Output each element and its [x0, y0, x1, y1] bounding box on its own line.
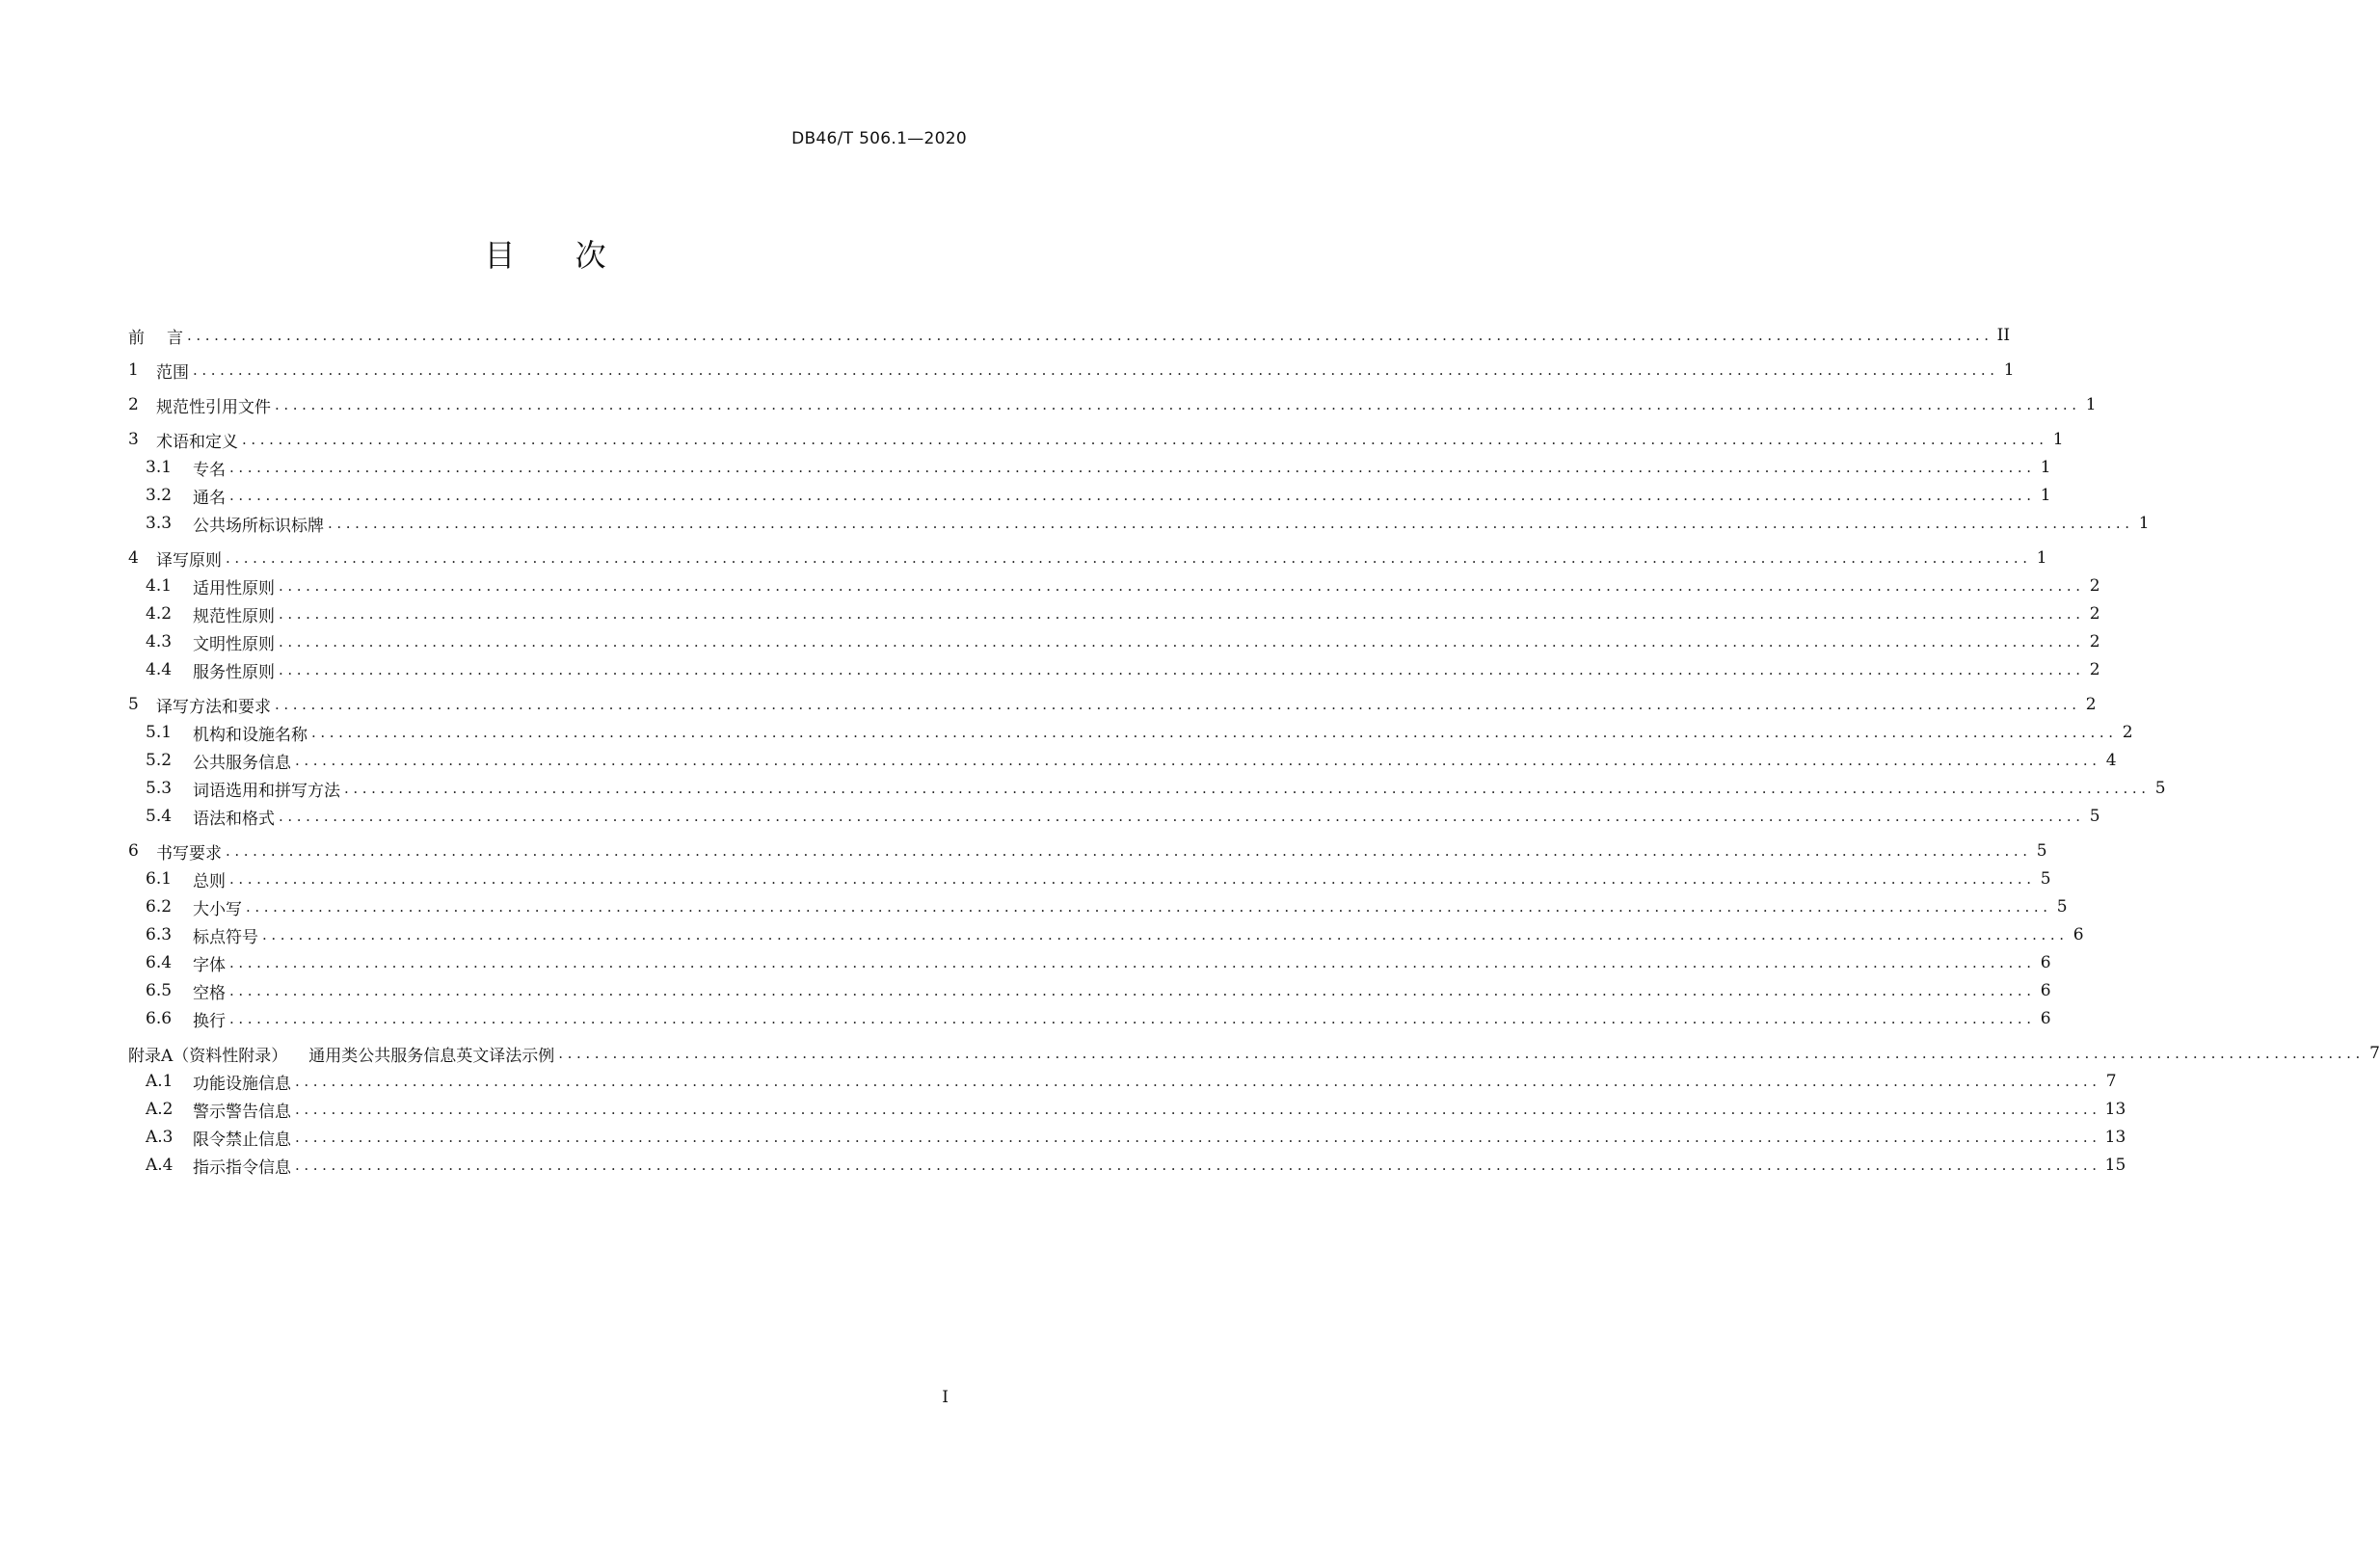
- toc-leader-dots: ........................................................................................................................................................................................................: [229, 459, 2036, 476]
- toc-leader-dots: ........................................................................................................................................................................................................: [229, 1010, 2036, 1027]
- toc-entry-page: 5: [2154, 779, 2166, 798]
- toc-entry[interactable]: [128, 1007, 2051, 1031]
- toc-entry-label: [128, 979, 226, 1003]
- toc-entry-title: 换行: [193, 1011, 226, 1031]
- toc-leader-dots: ........................................................................................................................................................................................................: [226, 549, 2032, 567]
- toc-entry-number: 5.2: [146, 751, 173, 770]
- toc-entry-label: [128, 721, 308, 745]
- toc-entry[interactable]: [128, 1154, 2126, 1178]
- toc-entry-title: 文明性原则: [193, 634, 275, 654]
- toc-entry-title: 总则: [193, 871, 226, 891]
- toc-entry[interactable]: [128, 1126, 2126, 1150]
- toc-entry-label: [128, 1007, 226, 1031]
- toc-entry-page: 2: [2089, 604, 2100, 624]
- toc-entry-number: 6.4: [146, 953, 173, 972]
- toc-entry-page: 7: [2105, 1072, 2117, 1091]
- toc-entry-number: A.4: [146, 1156, 174, 1175]
- toc-entry[interactable]: [128, 574, 2100, 598]
- toc-leader-dots: ........................................................................................................................................................................................................: [295, 752, 2101, 769]
- toc-entry-number: 5.4: [146, 807, 173, 826]
- toc-entry-label: [128, 805, 275, 829]
- toc-entry-title: 通名: [193, 488, 226, 508]
- toc-entry-number: 6.6: [146, 1009, 173, 1028]
- toc-entry-title: 公共场所标识标牌: [193, 516, 324, 536]
- toc-entry-page: 7: [2369, 1044, 2380, 1063]
- toc-leader-dots: ........................................................................................................................................................................................................: [279, 577, 2085, 595]
- page-number: I: [942, 1388, 949, 1407]
- toc-leader-dots: ........................................................................................................................................................................................................: [275, 696, 2081, 713]
- toc-leader-dots: ........................................................................................................................................................................................................: [226, 842, 2032, 860]
- toc-entry-number: A.1: [146, 1072, 174, 1091]
- toc-entry-label: [128, 630, 275, 654]
- toc-entry-page: 2: [2089, 632, 2100, 651]
- toc-leader-dots: ........................................................................................................................................................................................................: [229, 487, 2036, 504]
- toc-entry-page: 13: [2104, 1100, 2126, 1119]
- toc-entry-title: 指示指令信息: [193, 1157, 291, 1178]
- toc-leader-dots: ........................................................................................................................................................................................................: [229, 954, 2036, 971]
- toc-entry-number: 前: [128, 328, 145, 348]
- toc-entry-label: [128, 512, 324, 536]
- toc-entry-number: 1: [128, 360, 139, 380]
- toc-entry-page: 2: [2089, 660, 2100, 679]
- toc-entry-title: 公共服务信息: [193, 753, 291, 773]
- toc-entry[interactable]: [128, 456, 2051, 480]
- toc-entry-label: [128, 693, 271, 717]
- toc-entry-label: [128, 1098, 291, 1122]
- toc-entry-page: 2: [2122, 723, 2133, 742]
- toc-entry-title: 适用性原则: [193, 578, 275, 598]
- toc-leader-dots: ........................................................................................................................................................................................................: [295, 1156, 2101, 1174]
- toc-entry-title: 标点符号: [193, 927, 258, 947]
- toc-leader-dots: ........................................................................................................................................................................................................: [295, 1073, 2101, 1090]
- toc-entry[interactable]: [128, 484, 2051, 508]
- toc-entry-title: 书写要求: [156, 843, 222, 864]
- toc-leader-dots: ........................................................................................................................................................................................................: [275, 396, 2081, 413]
- toc-leader-dots: ........................................................................................................................................................................................................: [311, 724, 2118, 741]
- toc-entry-number: 6.5: [146, 981, 173, 1000]
- toc-entry[interactable]: [128, 805, 2100, 829]
- toc-entry[interactable]: [128, 324, 2011, 348]
- toc-entry[interactable]: [128, 630, 2100, 654]
- toc-leader-dots: ........................................................................................................................................................................................................: [279, 633, 2085, 651]
- toc-entry-title: 空格: [193, 983, 226, 1003]
- toc-entry[interactable]: [128, 512, 2150, 536]
- toc-entry-title: 服务性原则: [193, 662, 275, 682]
- toc-entry-title: 警示警告信息: [193, 1102, 291, 1122]
- toc-entry[interactable]: [128, 979, 2051, 1003]
- toc-entry[interactable]: [128, 428, 2064, 452]
- toc-entry-page: 15: [2104, 1156, 2126, 1175]
- toc-entry-title: 规范性引用文件: [156, 397, 271, 417]
- toc-entry-page: 4: [2105, 751, 2117, 770]
- toc-entry[interactable]: [128, 393, 2097, 417]
- toc-entry-number: 2: [128, 395, 139, 414]
- toc-entry-page: 5: [2056, 897, 2068, 917]
- toc-entry-label: [128, 359, 189, 383]
- toc-entry[interactable]: [128, 923, 2084, 947]
- toc-leader-dots: ........................................................................................................................................................................................................: [558, 1045, 2365, 1062]
- toc-entry-number: 3: [128, 430, 139, 449]
- toc-entry-page: 5: [2089, 807, 2100, 826]
- toc-leader-dots: ........................................................................................................................................................................................................: [262, 926, 2069, 944]
- toc-entry-label: [128, 1070, 291, 1094]
- toc-entry-label: [128, 428, 238, 452]
- toc-entry-label: [128, 895, 242, 919]
- toc-leader-dots: ........................................................................................................................................................................................................: [229, 982, 2036, 999]
- toc-entry-page: 1: [2036, 548, 2047, 568]
- toc-entry-number: 4.2: [146, 604, 173, 624]
- toc-entry-page: 6: [2072, 925, 2084, 944]
- toc-entry-label: [128, 324, 183, 348]
- toc-leader-dots: ........................................................................................................................................................................................................: [344, 780, 2151, 797]
- toc-entry[interactable]: [128, 867, 2051, 891]
- toc-entry[interactable]: [128, 658, 2100, 682]
- toc-leader-dots: ........................................................................................................................................................................................................: [279, 808, 2085, 825]
- toc-entry[interactable]: [128, 693, 2097, 717]
- toc-entry-label: [128, 839, 222, 864]
- toc-entry-label: [128, 658, 275, 682]
- toc-entry-page: 5: [2040, 869, 2051, 889]
- toc-entry[interactable]: [128, 1070, 2117, 1094]
- toc-entry-title: 规范性原则: [193, 606, 275, 626]
- toc-leader-dots: ........................................................................................................................................................................................................: [246, 898, 2052, 916]
- toc-entry-number: 6.3: [146, 925, 173, 944]
- toc-leader-dots: ........................................................................................................................................................................................................: [229, 870, 2036, 888]
- toc-entry-title: 通用类公共服务信息英文译法示例: [308, 1046, 555, 1066]
- toc-entry[interactable]: [128, 359, 2015, 383]
- toc-leader-dots: ........................................................................................................................................................................................................: [187, 327, 1993, 344]
- toc-entry-label: [128, 456, 226, 480]
- toc-entry-title: 译写原则: [156, 550, 222, 571]
- toc-entry-title: 机构和设施名称: [193, 725, 308, 745]
- toc-entry-title: 专名: [193, 460, 226, 480]
- toc-entry[interactable]: [128, 895, 2068, 919]
- toc-entry-number: 4: [128, 548, 139, 568]
- toc-entry[interactable]: [128, 839, 2047, 864]
- toc-entry[interactable]: [128, 1042, 2380, 1066]
- toc-entry-number: 3.3: [146, 514, 173, 533]
- toc-entry-title: 译写方法和要求: [156, 697, 271, 717]
- page-title: 目 次: [484, 237, 631, 274]
- toc-entry-title: 词语选用和拼写方法: [193, 781, 340, 801]
- toc-leader-dots: ........................................................................................................................................................................................................: [279, 605, 2085, 623]
- toc-entry-label: [128, 574, 275, 598]
- toc-leader-dots: ........................................................................................................................................................................................................: [279, 661, 2085, 678]
- toc-entry[interactable]: [128, 777, 2166, 801]
- toc-entry-page: 6: [2040, 981, 2051, 1000]
- toc-entry[interactable]: [128, 721, 2133, 745]
- document-code: DB46/T 506.1—2020: [791, 129, 967, 148]
- toc-entry-number: 6.1: [146, 869, 173, 889]
- toc-entry-page: II: [1996, 326, 2011, 345]
- toc-entry-page: 1: [2085, 395, 2097, 414]
- toc-entry-number: 6: [128, 841, 139, 861]
- toc-entry-title: 范围: [156, 362, 189, 383]
- toc-entry-label: [128, 546, 222, 571]
- toc-entry[interactable]: [128, 1098, 2126, 1122]
- toc-entry-page: 6: [2040, 953, 2051, 972]
- toc-entry-number: 3.1: [146, 458, 173, 477]
- toc-entry[interactable]: [128, 749, 2117, 773]
- toc-entry-page: 6: [2040, 1009, 2051, 1028]
- toc-entry-label: [128, 777, 340, 801]
- toc-entry-page: 1: [2040, 458, 2051, 477]
- toc-entry-page: 13: [2104, 1128, 2126, 1147]
- table-of-contents: [128, 324, 2380, 1178]
- toc-entry-label: [128, 867, 226, 891]
- toc-entry-number: A.2: [146, 1100, 174, 1119]
- toc-entry-label: [128, 1154, 291, 1178]
- toc-entry[interactable]: [128, 602, 2100, 626]
- toc-leader-dots: ........................................................................................................................................................................................................: [295, 1129, 2101, 1146]
- toc-entry-page: 2: [2089, 576, 2100, 596]
- toc-entry-number: 4.3: [146, 632, 173, 651]
- toc-entry-label: [128, 1126, 291, 1150]
- toc-entry-title: 术语和定义: [156, 432, 238, 452]
- toc-entry-label: [128, 602, 275, 626]
- toc-entry[interactable]: [128, 951, 2051, 975]
- toc-entry-number: 附录A（资料性附录）: [128, 1046, 288, 1066]
- toc-leader-dots: ........................................................................................................................................................................................................: [328, 515, 2134, 532]
- toc-entry-label: [128, 393, 271, 417]
- toc-entry-title: 字体: [193, 955, 226, 975]
- toc-entry-page: 1: [2003, 360, 2015, 380]
- toc-entry-page: 5: [2036, 841, 2047, 861]
- toc-entry-number: 5: [128, 695, 139, 714]
- toc-entry[interactable]: [128, 546, 2047, 571]
- toc-entry-label: [128, 951, 226, 975]
- toc-entry-title: 语法和格式: [193, 809, 275, 829]
- toc-leader-dots: ........................................................................................................................................................................................................: [242, 431, 2048, 448]
- toc-entry-title: 限令禁止信息: [193, 1130, 291, 1150]
- toc-entry-label: [128, 1042, 554, 1066]
- toc-entry-title: 言: [167, 328, 183, 348]
- toc-leader-dots: ........................................................................................................................................................................................................: [295, 1101, 2101, 1118]
- toc-entry-page: 2: [2085, 695, 2097, 714]
- toc-entry-title: 功能设施信息: [193, 1074, 291, 1094]
- toc-entry-page: 1: [2138, 514, 2150, 533]
- toc-entry-title: 大小写: [193, 899, 242, 919]
- toc-entry-number: 4.1: [146, 576, 173, 596]
- toc-entry-number: 5.1: [146, 723, 173, 742]
- toc-entry-number: 4.4: [146, 660, 173, 679]
- toc-entry-number: 5.3: [146, 779, 173, 798]
- toc-entry-label: [128, 923, 258, 947]
- toc-entry-page: 1: [2040, 486, 2051, 505]
- toc-entry-label: [128, 484, 226, 508]
- toc-entry-label: [128, 749, 291, 773]
- toc-entry-page: 1: [2052, 430, 2064, 449]
- toc-entry-number: 3.2: [146, 486, 173, 505]
- toc-leader-dots: ........................................................................................................................................................................................................: [193, 361, 1999, 379]
- toc-entry-number: A.3: [146, 1128, 174, 1147]
- toc-entry-number: 6.2: [146, 897, 173, 917]
